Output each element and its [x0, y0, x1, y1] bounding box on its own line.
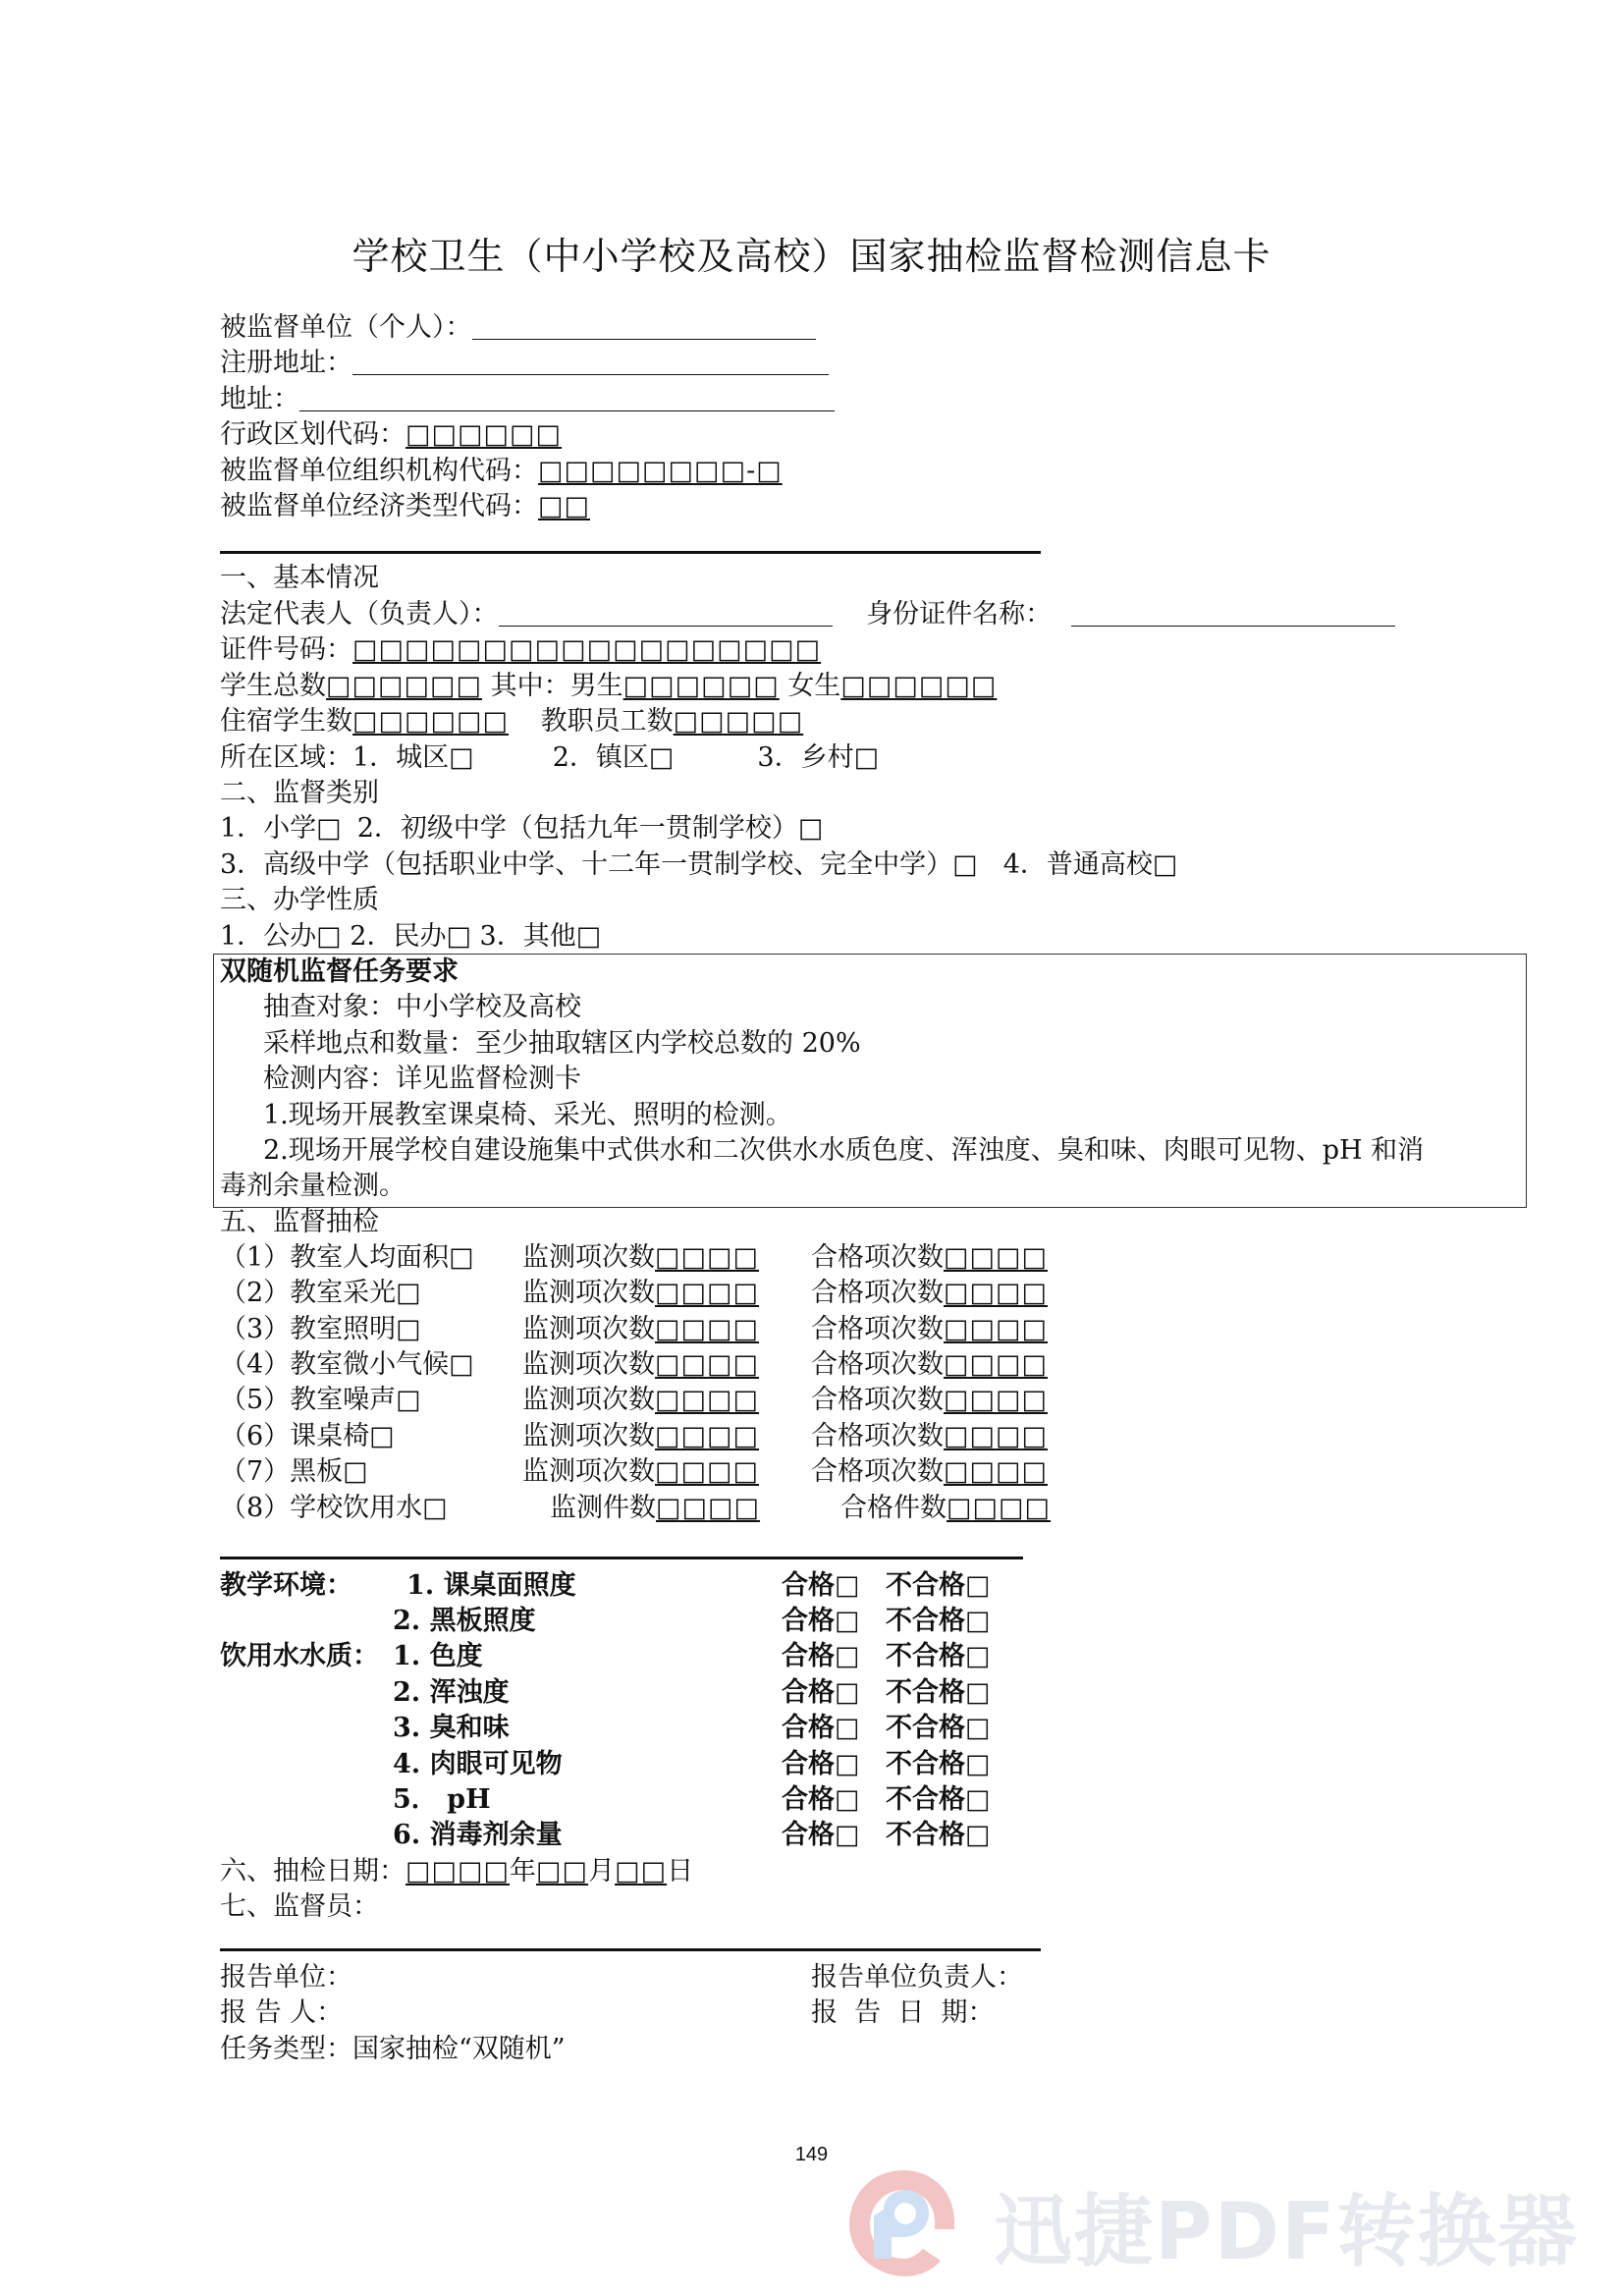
- requirements-item-1: 1.现场开展教室课桌椅、采光、照明的检测。: [263, 1100, 792, 1130]
- fail-checkbox[interactable]: 不合格□: [886, 1606, 991, 1636]
- month-label: 月: [588, 1856, 616, 1886]
- org-code-field: [220, 454, 783, 489]
- count-label: 监测项次数: [522, 1349, 655, 1380]
- pass-label: 合格项次数: [811, 1385, 944, 1415]
- requirements-item-2a: 2.现场开展学校自建设施集中式供水和二次供水水质色度、浑浊度、臭和味、肉眼可见物、pH 和消: [263, 1135, 1425, 1166]
- count-boxes[interactable]: □□□□: [655, 1456, 760, 1487]
- inspector-label: 七、监督员：: [220, 1891, 379, 1922]
- pass-field: [811, 1312, 1048, 1347]
- legal-rep-line: [220, 597, 1395, 632]
- org-code-label: 被监督单位组织机构代码：: [220, 456, 538, 486]
- boarders-label: 住宿学生数: [220, 706, 352, 737]
- inspection-item[interactable]: （7）黑板□: [220, 1456, 368, 1487]
- result-item: 1. 课桌面照度: [406, 1570, 576, 1601]
- count-field: [522, 1454, 759, 1490]
- count-label: 监测项次数: [522, 1314, 655, 1344]
- students-boxes[interactable]: □□□□□□: [326, 671, 483, 701]
- report-unit-head-label: 报告单位负责人：: [811, 1962, 1023, 1993]
- category-senior[interactable]: 3．高级中学（包括职业中学、十二年一贯制学校、完全中学）□: [220, 849, 978, 880]
- count-field: [522, 1419, 759, 1454]
- document-title: 学校卫生（中小学校及高校）国家抽检监督检测信息卡: [352, 235, 1271, 278]
- count-field: [550, 1491, 760, 1526]
- pass-field: [840, 1491, 1051, 1526]
- boarders-line: [220, 704, 803, 739]
- count-label: 监测项次数: [522, 1278, 655, 1308]
- day-boxes[interactable]: □□: [615, 1856, 668, 1886]
- pass-label: 合格项次数: [811, 1421, 944, 1451]
- result-item: 1. 色度: [393, 1641, 483, 1671]
- nature-heading: 三、办学性质: [220, 885, 379, 915]
- count-boxes[interactable]: □□□□: [655, 1421, 760, 1451]
- fail-checkbox[interactable]: 不合格□: [886, 1677, 991, 1708]
- fail-checkbox[interactable]: 不合格□: [886, 1749, 991, 1779]
- pass-checkbox[interactable]: 合格□: [782, 1713, 860, 1743]
- admin-code-label: 行政区划代码：: [220, 419, 406, 450]
- inspection-heading: 五、监督抽检: [220, 1207, 379, 1237]
- category-junior[interactable]: 2．初级中学（包括九年一贯制学校）□: [356, 813, 824, 844]
- count-field: [522, 1347, 759, 1383]
- pass-boxes[interactable]: □□□□: [944, 1456, 1049, 1487]
- count-label: 监测项次数: [522, 1385, 655, 1415]
- staff-boxes[interactable]: □□□□□: [673, 706, 804, 737]
- id-number-label: 证件号码：: [220, 634, 352, 665]
- year-label: 年: [510, 1856, 537, 1886]
- count-boxes[interactable]: □□□□: [655, 1385, 760, 1415]
- pass-checkbox[interactable]: 合格□: [782, 1749, 860, 1779]
- reporter-label: 报 告 人：: [220, 1997, 344, 2028]
- year-boxes[interactable]: □□□□: [406, 1856, 511, 1886]
- area-option-rural[interactable]: 3．乡村□: [757, 742, 880, 773]
- pass-checkbox[interactable]: 合格□: [782, 1820, 860, 1850]
- result-item: 5． pH: [393, 1784, 491, 1815]
- drinking-water-label: 饮用水水质：: [220, 1641, 379, 1671]
- inspection-item[interactable]: （4）教室微小气候□: [220, 1349, 474, 1380]
- report-date-label: 报 告 日 期：: [811, 1997, 995, 2028]
- page-number: 149: [794, 2144, 829, 2165]
- fail-checkbox[interactable]: 不合格□: [886, 1570, 991, 1601]
- admin-code-field: [220, 417, 562, 453]
- pass-field: [811, 1276, 1048, 1311]
- fail-checkbox[interactable]: 不合格□: [886, 1713, 991, 1743]
- count-boxes[interactable]: □□□□: [655, 1349, 760, 1380]
- legal-rep-blank[interactable]: [499, 598, 833, 627]
- results-divider: [220, 1557, 1023, 1559]
- count-label: 监测项次数: [522, 1242, 655, 1273]
- requirements-content: 检测内容：详见监督检测卡: [263, 1064, 581, 1094]
- requirements-item-2b: 毒剂余量检测。: [220, 1171, 406, 1201]
- female-boxes[interactable]: □□□□□□: [840, 671, 998, 701]
- inspection-date-line: [220, 1854, 693, 1889]
- registered-address-field: [220, 346, 829, 381]
- count-label: 监测件数: [550, 1493, 656, 1523]
- fail-checkbox[interactable]: 不合格□: [886, 1784, 991, 1815]
- result-item: 2. 浑浊度: [393, 1677, 510, 1708]
- pass-boxes[interactable]: □□□□: [944, 1314, 1049, 1344]
- day-label: 日: [667, 1856, 694, 1886]
- pass-checkbox[interactable]: 合格□: [782, 1677, 860, 1708]
- basic-heading: 一、基本情况: [220, 563, 379, 593]
- inspection-item[interactable]: （2）教室采光□: [220, 1278, 421, 1308]
- id-number-line: [220, 632, 821, 668]
- area-option-urban[interactable]: 所在区域：1．城区□: [220, 742, 474, 773]
- category-line-2: [220, 847, 1177, 883]
- category-line-1: [220, 811, 823, 847]
- watermark-text: 迅捷PDF转换器: [994, 2186, 1579, 2277]
- inspection-item[interactable]: （1）教室人均面积□: [220, 1242, 474, 1273]
- pass-boxes[interactable]: □□□□: [944, 1349, 1049, 1380]
- pass-label: 合格项次数: [811, 1349, 944, 1380]
- pass-checkbox[interactable]: 合格□: [782, 1606, 860, 1636]
- org-code-boxes[interactable]: □□□□□□□□-□: [538, 456, 783, 486]
- result-item: 6. 消毒剂余量: [393, 1820, 563, 1850]
- legal-rep-label: 法定代表人（负责人）：: [220, 599, 499, 629]
- nature-options[interactable]: 1．公办□ 2．民办□ 3．其他□: [220, 921, 602, 952]
- inspection-item[interactable]: （5）教室噪声□: [220, 1385, 421, 1415]
- inspection-date-label: 六、抽检日期：: [220, 1856, 406, 1886]
- pass-label: 合格项次数: [811, 1242, 944, 1273]
- pass-field: [811, 1240, 1048, 1276]
- supervised-unit-label: 被监督单位（个人）：: [220, 312, 472, 343]
- count-field: [522, 1240, 759, 1276]
- students-line: [220, 669, 997, 704]
- students-label: 学生总数: [220, 671, 326, 701]
- supervised-unit-field: [220, 310, 816, 346]
- count-boxes[interactable]: □□□□: [656, 1493, 761, 1523]
- male-label: 其中：男生: [490, 671, 623, 701]
- count-label: 监测项次数: [522, 1421, 655, 1451]
- pass-field: [811, 1454, 1048, 1490]
- result-item: 2. 黑板照度: [393, 1606, 536, 1636]
- staff-label: 教职员工数: [540, 706, 674, 737]
- count-boxes[interactable]: □□□□: [655, 1314, 760, 1344]
- task-type: 任务类型：国家抽检“双随机”: [220, 2034, 566, 2064]
- admin-code-boxes[interactable]: □□□□□□: [406, 419, 563, 450]
- inspection-item[interactable]: （8）学校饮用水□: [220, 1493, 448, 1523]
- pass-field: [811, 1383, 1048, 1418]
- pass-checkbox[interactable]: 合格□: [782, 1784, 860, 1815]
- count-field: [522, 1312, 759, 1347]
- category-heading: 二、监督类别: [220, 778, 379, 808]
- result-item: 3. 臭和味: [393, 1713, 510, 1743]
- econ-type-label: 被监督单位经济类型代码：: [220, 491, 538, 521]
- footer-divider: [220, 1948, 1041, 1951]
- female-label: 女生: [787, 671, 841, 701]
- fail-checkbox[interactable]: 不合格□: [886, 1641, 991, 1671]
- report-unit-label: 报告单位：: [220, 1962, 352, 1993]
- pass-checkbox[interactable]: 合格□: [782, 1570, 860, 1601]
- section-divider: [220, 551, 1041, 554]
- requirements-sampling: 采样地点和数量：至少抽取辖区内学校总数的 20%: [263, 1028, 861, 1059]
- count-field: [522, 1276, 759, 1311]
- address-blank[interactable]: [299, 383, 835, 411]
- pass-boxes[interactable]: □□□□: [944, 1278, 1049, 1308]
- inspection-item[interactable]: （3）教室照明□: [220, 1314, 421, 1344]
- address-label: 地址：: [220, 384, 299, 414]
- pass-boxes[interactable]: □□□□: [944, 1421, 1049, 1451]
- supervised-unit-blank[interactable]: [472, 311, 816, 340]
- count-label: 监测项次数: [522, 1456, 655, 1487]
- pass-checkbox[interactable]: 合格□: [782, 1641, 860, 1671]
- male-boxes[interactable]: □□□□□□: [622, 671, 780, 701]
- teaching-env-label: 教学环境：: [220, 1570, 352, 1601]
- result-item: 4. 肉眼可见物: [393, 1749, 563, 1779]
- pass-boxes[interactable]: □□□□: [944, 1242, 1049, 1273]
- registered-address-label: 注册地址：: [220, 348, 352, 378]
- pass-label: 合格项次数: [811, 1456, 944, 1487]
- id-name-label: 身份证件名称：: [866, 599, 1053, 629]
- id-name-blank[interactable]: [1071, 598, 1395, 627]
- pass-label: 合格件数: [840, 1493, 947, 1523]
- boarders-boxes[interactable]: □□□□□□: [352, 706, 510, 737]
- pass-label: 合格项次数: [811, 1278, 944, 1308]
- category-primary[interactable]: 1．小学□: [220, 813, 342, 844]
- pass-field: [811, 1419, 1048, 1454]
- area-line: [220, 740, 879, 776]
- requirements-target: 抽查对象：中小学校及高校: [263, 992, 581, 1022]
- requirements-heading: 双随机监督任务要求: [220, 957, 459, 987]
- count-boxes[interactable]: □□□□: [655, 1278, 760, 1308]
- count-field: [522, 1383, 759, 1418]
- pass-boxes[interactable]: □□□□: [947, 1493, 1052, 1523]
- inspection-item[interactable]: （6）课桌椅□: [220, 1421, 395, 1451]
- pass-boxes[interactable]: □□□□: [944, 1385, 1049, 1415]
- address-field: [220, 382, 835, 417]
- id-number-boxes[interactable]: □□□□□□□□□□□□□□□□□□: [352, 634, 822, 665]
- category-university[interactable]: 4．普通高校□: [1002, 849, 1178, 880]
- pass-field: [811, 1347, 1048, 1383]
- pass-label: 合格项次数: [811, 1314, 944, 1344]
- month-boxes[interactable]: □□: [536, 1856, 589, 1886]
- econ-type-boxes[interactable]: □□: [538, 491, 591, 521]
- area-option-town[interactable]: 2．镇区□: [552, 742, 675, 773]
- count-boxes[interactable]: □□□□: [655, 1242, 760, 1273]
- fail-checkbox[interactable]: 不合格□: [886, 1820, 991, 1850]
- registered-address-blank[interactable]: [352, 347, 829, 375]
- econ-type-field: [220, 489, 590, 524]
